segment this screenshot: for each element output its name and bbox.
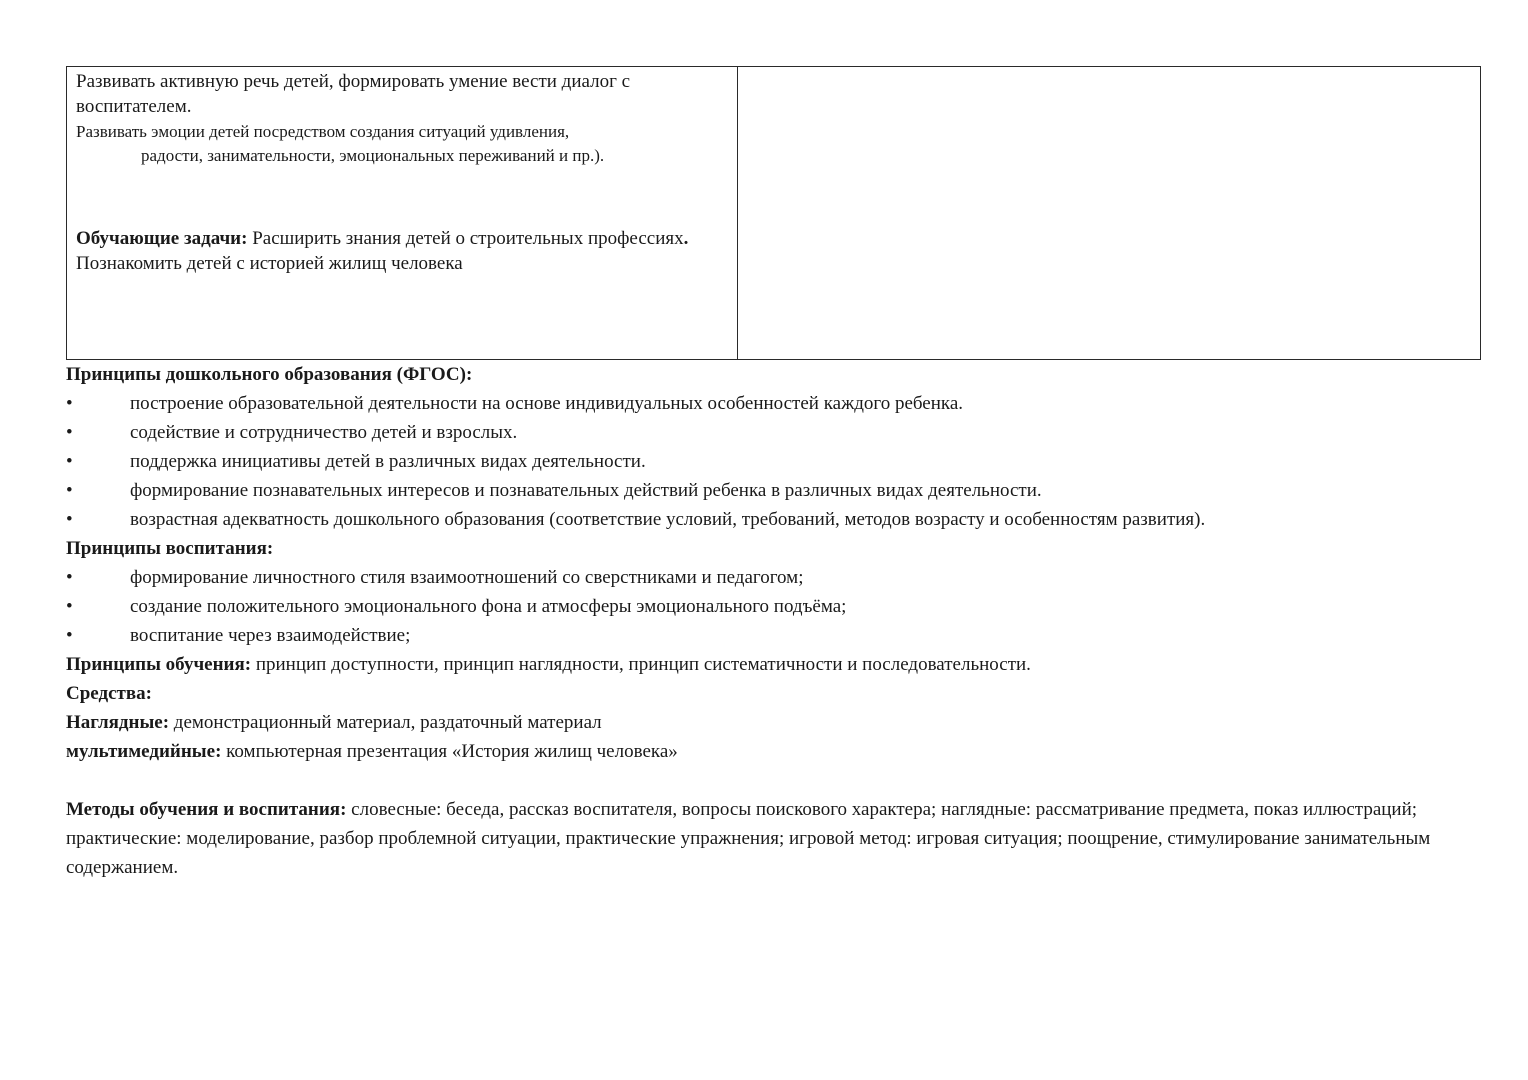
learning-principles-label: Принципы обучения: xyxy=(66,654,252,675)
list-item xyxy=(66,505,1482,534)
means-heading: Средства: xyxy=(66,683,152,704)
emotion-goal-text xyxy=(76,120,729,168)
list-item xyxy=(66,389,1482,418)
goals-table-row xyxy=(67,67,1481,360)
multimedia-means xyxy=(66,737,1482,766)
list-item xyxy=(66,476,1482,505)
list-item xyxy=(66,592,1482,621)
list-item-text: содействие и сотрудничество детей и взрослых. xyxy=(130,422,518,443)
goals-cell-left xyxy=(67,67,738,360)
list-item-text: воспитание через взаимодействие; xyxy=(130,625,411,646)
bullet-icon: • xyxy=(66,480,73,501)
preschool-principles-list xyxy=(66,389,1482,534)
learning-tasks-text: Расширить знания детей о строительных профессиях xyxy=(247,228,684,249)
cell-spacer xyxy=(76,168,729,226)
visual-means-text: демонстрационный материал, раздаточный материал xyxy=(169,712,602,733)
goals-table xyxy=(66,66,1481,360)
list-item-text: создание положительного эмоционального фона и атмосферы эмоционального подъёма; xyxy=(130,596,847,617)
list-item-text: возрастная адекватность дошкольного образования (соответствие условий, требований, методов возрасту и особенностям развития). xyxy=(130,509,1206,530)
list-item xyxy=(66,418,1482,447)
emotion-goal-line-2: радости, занимательности, эмоциональных переживаний и пр.). xyxy=(141,146,605,165)
visual-means-label: Наглядные: xyxy=(66,712,170,733)
speech-goal-text: Развивать активную речь детей, формировать умение вести диалог с воспитателем. xyxy=(76,71,631,117)
methods-text: словесные: беседа, рассказ воспитателя, вопросы поискового характера; наглядные: рассматривание предмета, показ иллюстраций; практические: моделирование, разбор проблемной ситуации, практические упражнения; игровой метод: игровая ситуация; поощрение, стимулирование занимательным содержанием. xyxy=(66,799,1431,878)
upbringing-principles-list xyxy=(66,563,1482,650)
bullet-icon: • xyxy=(66,625,73,646)
list-item xyxy=(66,447,1482,476)
document-page xyxy=(66,66,1482,882)
goals-cell-right xyxy=(738,67,1481,360)
learning-tasks-label: Обучающие задачи: xyxy=(76,228,248,249)
list-item-text: поддержка инициативы детей в различных видах деятельности. xyxy=(130,451,646,472)
list-item xyxy=(66,563,1482,592)
blank-line xyxy=(66,766,1482,795)
bullet-icon: • xyxy=(66,451,73,472)
bullet-icon: • xyxy=(66,422,73,443)
bullet-icon: • xyxy=(66,393,73,414)
methods-label: Методы обучения и воспитания: xyxy=(66,799,347,820)
list-item-text: формирование личностного стиля взаимоотношений со сверстниками и педагогом; xyxy=(130,567,804,588)
bullet-icon: • xyxy=(66,509,73,530)
list-item xyxy=(66,621,1482,650)
learning-tasks-dot: . xyxy=(683,228,689,249)
preschool-principles-heading: Принципы дошкольного образования (ФГОС): xyxy=(66,364,473,385)
visual-means xyxy=(66,708,1482,737)
multimedia-means-text: компьютерная презентация «История жилищ человека» xyxy=(221,741,678,762)
bullet-icon: • xyxy=(66,596,73,617)
multimedia-means-label: мультимедийные: xyxy=(66,741,222,762)
list-item-text: формирование познавательных интересов и познавательных действий ребенка в различных видах деятельности. xyxy=(130,480,1042,501)
learning-principles-text: принцип доступности, принцип наглядности, принцип систематичности и последовательности. xyxy=(251,654,1031,675)
bullet-icon: • xyxy=(66,567,73,588)
methods-paragraph xyxy=(66,795,1446,882)
learning-tasks xyxy=(76,226,729,251)
upbringing-principles-heading: Принципы воспитания: xyxy=(66,538,274,559)
history-task-text: Познакомить детей с историей жилищ человека xyxy=(76,253,463,274)
list-item-text: построение образовательной деятельности на основе индивидуальных особенностей каждого ребенка. xyxy=(130,393,964,414)
learning-principles xyxy=(66,650,1482,679)
emotion-goal-line-1: Развивать эмоции детей посредством создания ситуаций удивления, xyxy=(76,122,570,141)
